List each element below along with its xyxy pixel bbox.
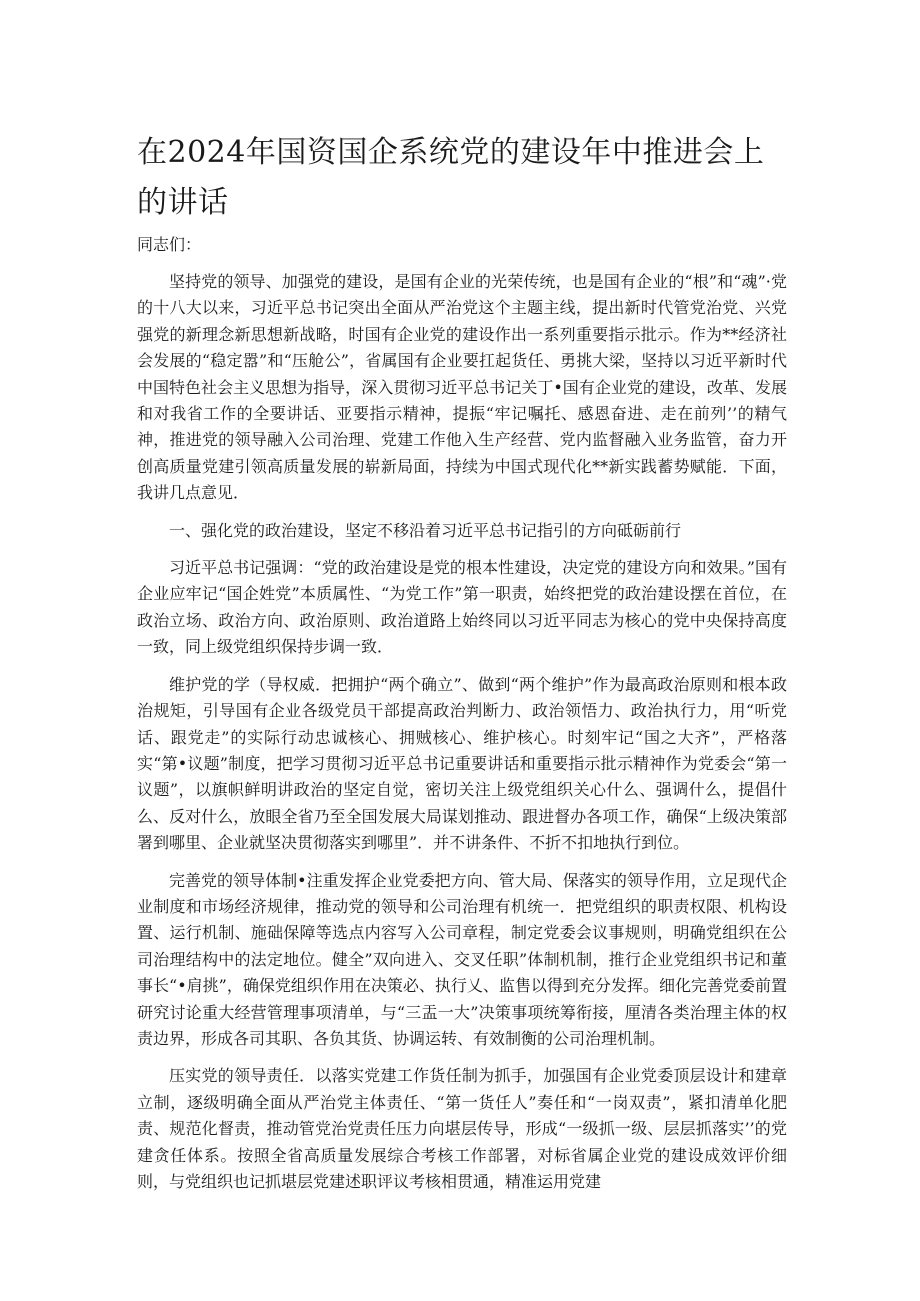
paragraph-intro: 坚持党的领导、加强党的建设，是国有企业的光荣传统，也是国有企业的“根”和“魂”·党的十八大以来，习近平总书记突出全面从严治党这个主题主线，提出新时代管党治党、兴党强党的新理念新思想新战略，时国有企业党的建设作出一系列重要指示批示。作为**经济社会发展的“稳定嚣”和“压舱公”，省属国有企业要扛起货任、勇挑大梁，坚持以习近平新时代中国特色社会主义思想为指导，深入贯彻习近平总书记关丁•国有企业党的建设，改革、发展和对我省工作的全要讲话、亚要指示精神，提振“牢记嘱托、感恩奋进、走在前列’’的精气神，推进党的领导融入公司治理、党建工作他入生产经营、党内监督融入业务监管，奋力开创高质量党建引领高质量发展的崭新局面，持续为中国式现代化**新实践蓄势赋能．下面，我讲几点意见． — [137, 272, 787, 503]
paragraph-leadership-responsibility: 压实党的领导责任．以落实党建工作货任制为抓手，加强国有企业党委顶层设计和建章立制，逐级明确全面从严治党主体责任、“第一货任人”奏任和“一岗双责”，紧扣清单化肥责、规范化督责，推动管党治党责任压力向堪层传导，形成“一级抓一级、层层抓落实’’的党建贪任体系。按照全省高质量发展综合考核工作部署，对标省属企业党的建设成效评价细则，与党组织也记抓堪层党建述职评议考核相贯通，精准运用党建 — [137, 1066, 787, 1191]
paragraph-leadership-system: 完善党的领导体制•注重发挥企业党委把方向、管大局、保落实的领导作用，立足现代企业制度和市场经济规律，推动党的领导和公司治理有机统一．把党组织的职责权限、机构设置、运行机制、施础保障等选点内容写入公司章程，制定党委会议事规则，明确党组织在公司治理结构中的法定地位。健全”双向进入、交叉任职”体制机制，推行企业党组织书记和董事长“•肩挑”，确保党组织作用在决策必、执行乂、监售以得到充分发挥。细化完善党委前置研究讨论重大经营管理事项清单，与“三盂一大”决策事项统筹衔接，厘清各类治理主体的权责边界，形成各司其职、各负其货、协调运转、有效制衡的公司治理机制。 — [137, 870, 787, 1048]
paragraph-maintain-authority: 维护党的学（导权威．把拥护“两个确立”、做到“两个维护”作为最高政治原则和根本政治规矩，引导国有企业各级党员干部提高政治判断力、政治领悟力、政治执行力，用“听党话、跟党走”的实际行动忠诚核心、拥贼核心、维护核心。时刻牢记“国之大齐”，严格落实“第•议题”制度，把学习贯彻习近平总书记重要讲话和重要指示批示精神作为党委会“第一议题”，以旗帜鲜明讲政治的坚定自觉，密切关注上级党组织关心什么、强调什么，提倡什么、反对什么，放眼全省乃至全国发展大局谋划推动、跟进督办各项工作，确保“上级决策部署到哪里、企业就坚决贯彻落实到哪里”．并不讲条件、不折不扣地执行到位。 — [137, 674, 787, 853]
paragraph-political-building: 习近平总书记强调：“党的政治建设是党的根本性建设，决定党的建设方向和效果。”国有企业应牢记“国企姓党”本质属性、“为党工作”第一职责，始终把党的政治建设摆在首位，在政治立场、政治方向、政治原则、政治道路上始终同以习近平同志为核心的党中央保持高度一致，同上级党组织保持步调一致． — [137, 558, 787, 657]
section-heading-1: 一、强化党的政治建设，坚定不移沿着习近平总书记指引的方向砥砺前行 — [169, 520, 682, 540]
document-title: 在2024年国资国企系统党的建设年中推进会上的讲话 — [137, 135, 765, 220]
salutation: 同志们： — [137, 235, 202, 254]
document-body — [137, 232, 787, 1206]
